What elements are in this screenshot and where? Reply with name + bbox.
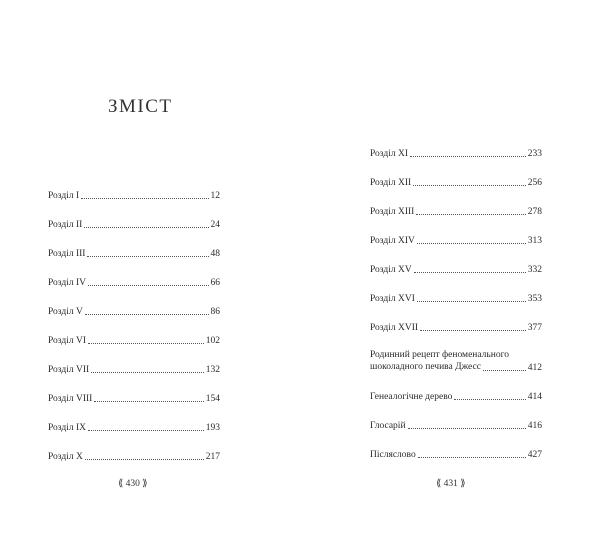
toc-entry-page: 12: [210, 191, 220, 201]
toc-entry: [48, 376, 220, 405]
toc-entry-label: Розділ XI: [370, 149, 408, 159]
right-page: [300, 0, 600, 539]
toc-list-right: [370, 131, 542, 461]
page-title: ЗМІСТ: [108, 96, 173, 117]
toc-entry-label: Розділ XVII: [370, 323, 419, 333]
toc-entry: [370, 276, 542, 305]
page-number: ⟪ 431 ⟫: [436, 479, 466, 489]
toc-entry-label: Розділ IV: [48, 278, 86, 288]
leader-dots: [454, 399, 525, 400]
toc-entry-page: 256: [527, 178, 542, 188]
leader-dots: [94, 401, 203, 402]
toc-entry: [48, 347, 220, 376]
toc-entry-label: Розділ VIII: [48, 394, 93, 404]
toc-entry-label: Розділ ІІ: [48, 220, 83, 230]
toc-entry: [370, 131, 542, 160]
toc-entry-page: 377: [527, 323, 542, 333]
toc-entry: [48, 434, 220, 463]
toc-entry: [370, 374, 542, 403]
toc-entry: [48, 231, 220, 260]
leader-dots: [417, 243, 526, 244]
toc-entry-page: 233: [527, 149, 542, 159]
leader-dots: [413, 185, 526, 186]
leader-dots: [410, 156, 526, 157]
leader-dots: [88, 430, 204, 431]
toc-entry-label: Розділ X: [48, 452, 83, 462]
toc-entry: [48, 202, 220, 231]
toc-entry-page: 416: [527, 421, 542, 431]
toc-entry-page: 86: [210, 307, 220, 317]
toc-entry-line2-row: [370, 361, 542, 374]
page-number: ⟪ 430 ⟫: [118, 479, 148, 489]
toc-entry-page: 313: [527, 236, 542, 246]
toc-entry: [370, 305, 542, 334]
toc-entry-page: 217: [205, 452, 220, 462]
toc-entry: [370, 432, 542, 461]
toc-entry-label-line1: Родинний рецепт феноменального: [370, 350, 509, 360]
leader-dots: [416, 214, 525, 215]
toc-entry-page: 427: [527, 450, 542, 460]
toc-entry-label: Розділ XIV: [370, 236, 415, 246]
toc-entry-label: Післяслово: [370, 450, 416, 460]
toc-entry-label: Розділ І: [48, 191, 80, 201]
toc-entry-page: 132: [205, 365, 220, 375]
toc-entry: [48, 405, 220, 434]
toc-entry-label: Розділ XV: [370, 265, 412, 275]
toc-entry: [370, 247, 542, 276]
toc-entry-page: 24: [210, 220, 220, 230]
leader-dots: [85, 314, 209, 315]
toc-entry-page: 332: [527, 265, 542, 275]
toc-entry-page: 414: [527, 392, 542, 402]
toc-list-left: [48, 173, 220, 463]
toc-entry: [48, 289, 220, 318]
toc-entry-page: 412: [527, 363, 542, 373]
toc-entry: [48, 318, 220, 347]
toc-entry-page: 154: [205, 394, 220, 404]
toc-entry: [370, 189, 542, 218]
toc-entry-label: Глосарій: [370, 421, 406, 431]
leader-dots: [483, 370, 526, 371]
toc-entry-page: 102: [205, 336, 220, 346]
toc-entry-label: Розділ VI: [48, 336, 86, 346]
toc-entry-page: 278: [527, 207, 542, 217]
toc-entry-label: Розділ XIII: [370, 207, 415, 217]
toc-entry-page: 48: [210, 249, 220, 259]
leader-dots: [420, 330, 526, 331]
leader-dots: [87, 256, 208, 257]
toc-entry: [370, 218, 542, 247]
leader-dots: [85, 459, 204, 460]
toc-entry-page: 353: [527, 294, 542, 304]
toc-entry-label-line2: шоколадного печива Джесс: [370, 362, 481, 372]
toc-entry-page: 66: [210, 278, 220, 288]
toc-entry: [48, 173, 220, 202]
toc-entry-label: Розділ ІІІ: [48, 249, 86, 259]
toc-entry-recipe: [370, 334, 542, 374]
toc-entry-label: Генеалогічне дерево: [370, 392, 453, 402]
leader-dots: [91, 372, 204, 373]
toc-entry: [48, 260, 220, 289]
toc-entry-label: Розділ XII: [370, 178, 412, 188]
toc-entry: [370, 403, 542, 432]
leader-dots: [84, 227, 208, 228]
toc-entry-label: Розділ XVI: [370, 294, 415, 304]
toc-entry: [370, 160, 542, 189]
toc-entry-recipe-text: [370, 349, 542, 374]
toc-entry-label: Розділ V: [48, 307, 83, 317]
leader-dots: [81, 198, 208, 199]
leader-dots: [88, 285, 209, 286]
leader-dots: [417, 301, 526, 302]
leader-dots: [408, 428, 526, 429]
toc-entry-page: 193: [205, 423, 220, 433]
toc-entry-label: Розділ IX: [48, 423, 86, 433]
leader-dots: [88, 343, 204, 344]
leader-dots: [418, 457, 526, 458]
leader-dots: [414, 272, 526, 273]
toc-entry-label: Розділ VII: [48, 365, 90, 375]
